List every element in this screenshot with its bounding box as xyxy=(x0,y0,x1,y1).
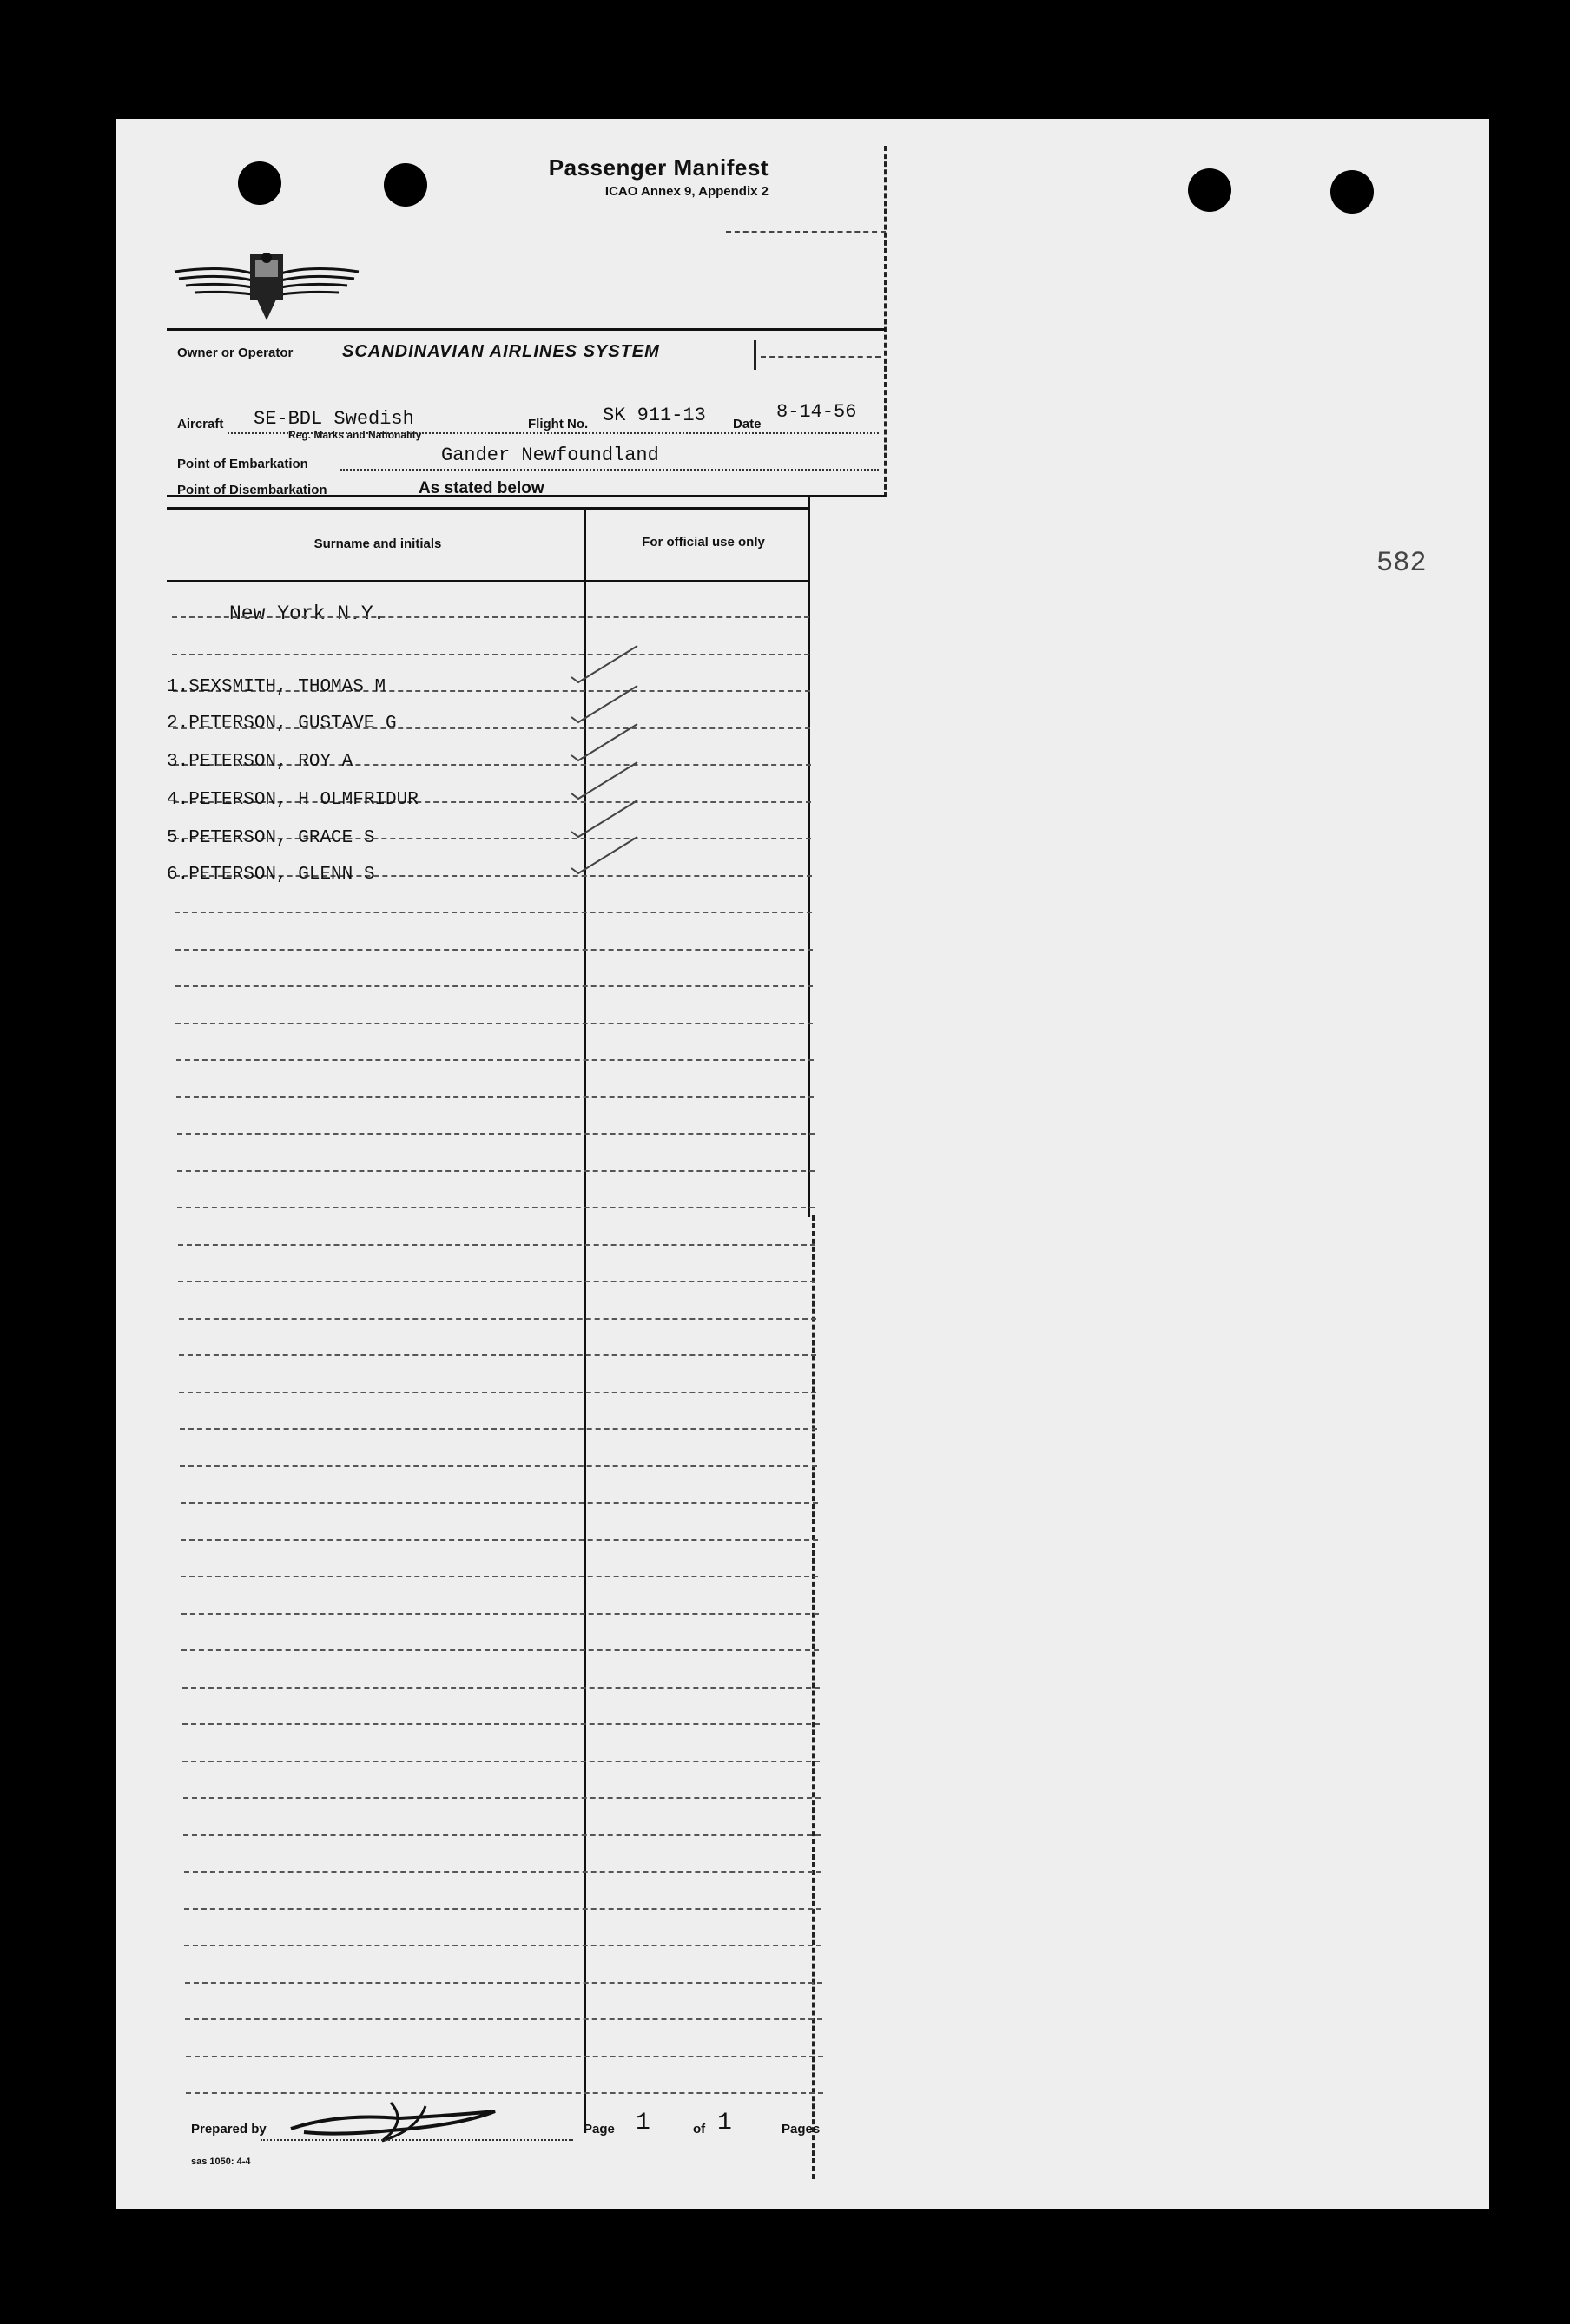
destination-heading: New York N.Y. xyxy=(229,602,386,625)
passenger-number: 1. xyxy=(167,677,189,697)
row-rule xyxy=(185,2018,822,2020)
row-rule xyxy=(175,985,813,987)
prepared-by-label: Prepared by xyxy=(191,2122,267,2136)
archive-number: 582 xyxy=(1376,547,1427,579)
punch-hole-4 xyxy=(1330,170,1374,214)
row-rule xyxy=(185,1982,822,1984)
row-rule xyxy=(178,1281,815,1282)
row-rule xyxy=(179,1318,816,1320)
passenger-row-1 xyxy=(167,677,386,697)
punch-hole-3 xyxy=(1188,168,1231,212)
page-label: Page xyxy=(584,2122,615,2136)
passenger-row-4 xyxy=(167,790,419,810)
page-value: 1 xyxy=(636,2110,650,2136)
checkmark-icon xyxy=(570,642,639,686)
row-rule xyxy=(175,949,813,951)
row-rule xyxy=(172,654,809,655)
passenger-row-6 xyxy=(167,865,374,885)
pages-label: Pages xyxy=(782,2122,821,2136)
passenger-name: PETERSON, GLENN S xyxy=(188,865,375,885)
header-rule xyxy=(167,328,886,331)
row-rule xyxy=(181,1576,818,1577)
row-rule xyxy=(177,1133,815,1135)
embarkation-label: Point of Embarkation xyxy=(177,457,308,471)
of-label: of xyxy=(693,2122,706,2136)
row-rule xyxy=(180,1465,817,1467)
passenger-number: 6. xyxy=(167,865,189,885)
disembarkation-value: As stated below xyxy=(419,479,544,497)
owner-label: Owner or Operator xyxy=(177,346,294,360)
form-code: sas 1050: 4-4 xyxy=(191,2156,251,2167)
row-rule xyxy=(177,1170,815,1172)
airline-wings-logo-icon xyxy=(170,247,363,326)
aircraft-sublabel: Reg. Marks and Nationality xyxy=(288,429,422,441)
disembarkation-label: Point of Disembarkation xyxy=(177,483,327,497)
row-rule xyxy=(182,1723,820,1725)
manifest-subtitle: ICAO Annex 9, Appendix 2 xyxy=(604,184,769,199)
aircraft-line xyxy=(228,432,879,434)
row-rule xyxy=(172,616,809,618)
passenger-name: PETERSON, GRACE S xyxy=(188,828,375,848)
passenger-name: PETERSON, GUSTAVE G xyxy=(188,714,397,734)
row-rule xyxy=(184,1945,821,1946)
passenger-row-2 xyxy=(167,714,397,734)
passenger-number: 3. xyxy=(167,752,189,772)
row-rule xyxy=(181,1649,819,1651)
passenger-name: PETERSON, ROY A xyxy=(188,752,353,772)
passenger-number: 5. xyxy=(167,828,189,848)
passenger-row-3 xyxy=(167,752,353,772)
row-rule xyxy=(181,1502,818,1504)
embarkation-line xyxy=(340,469,879,471)
row-rule xyxy=(186,2092,823,2094)
owner-tick xyxy=(754,340,756,370)
passenger-row-5 xyxy=(167,828,374,848)
row-rule xyxy=(183,1834,821,1836)
flight-value: SK 911-13 xyxy=(603,405,706,426)
flight-label: Flight No. xyxy=(528,417,589,431)
prepared-by-line xyxy=(261,2139,573,2141)
row-rule xyxy=(176,1059,814,1061)
header-box-edge xyxy=(884,146,887,497)
aircraft-label: Aircraft xyxy=(177,417,224,431)
header-box-top-dash xyxy=(726,231,886,233)
column-header-official: For official use only xyxy=(642,535,765,550)
row-rule xyxy=(179,1392,816,1393)
date-label: Date xyxy=(733,417,762,431)
row-rule xyxy=(181,1613,819,1615)
table-right-border xyxy=(808,497,810,1217)
column-header-rule xyxy=(167,580,809,582)
row-rule xyxy=(176,1096,814,1098)
row-rule xyxy=(177,1207,815,1208)
date-value: 8-14-56 xyxy=(776,401,857,423)
row-rule xyxy=(183,1797,821,1799)
aircraft-value: SE-BDL Swedish xyxy=(254,408,414,430)
table-right-border-lower xyxy=(812,1215,815,2179)
checkmark-icon xyxy=(570,759,639,802)
row-rule xyxy=(182,1761,820,1762)
checkmark-icon xyxy=(570,682,639,726)
column-header-surname: Surname and initials xyxy=(313,537,442,551)
row-rule xyxy=(178,1244,815,1246)
passenger-name: PETERSON, H OLMFRIDUR xyxy=(188,790,419,810)
of-value: 1 xyxy=(717,2110,732,2136)
checkmark-icon xyxy=(570,721,639,764)
checkmark-icon xyxy=(570,833,639,877)
passenger-number: 2. xyxy=(167,714,189,734)
row-rule xyxy=(175,1023,813,1024)
embarkation-value: Gander Newfoundland xyxy=(441,444,659,466)
row-rule xyxy=(180,1428,817,1430)
passenger-number: 4. xyxy=(167,790,189,810)
table-top-rule xyxy=(167,507,809,510)
passenger-name: SEXSMITH, THOMAS M xyxy=(188,677,386,697)
row-rule xyxy=(186,2056,823,2057)
row-rule xyxy=(184,1908,821,1910)
row-rule xyxy=(179,1354,816,1356)
punch-hole-2 xyxy=(384,163,427,207)
punch-hole-1 xyxy=(238,161,281,205)
row-rule xyxy=(182,1687,820,1689)
owner-dash xyxy=(761,356,881,358)
owner-value: SCANDINAVIAN AIRLINES SYSTEM xyxy=(342,342,660,361)
row-rule xyxy=(181,1539,818,1541)
row-rule xyxy=(175,912,812,913)
row-rule xyxy=(184,1871,821,1873)
manifest-title: Passenger Manifest xyxy=(548,155,769,181)
